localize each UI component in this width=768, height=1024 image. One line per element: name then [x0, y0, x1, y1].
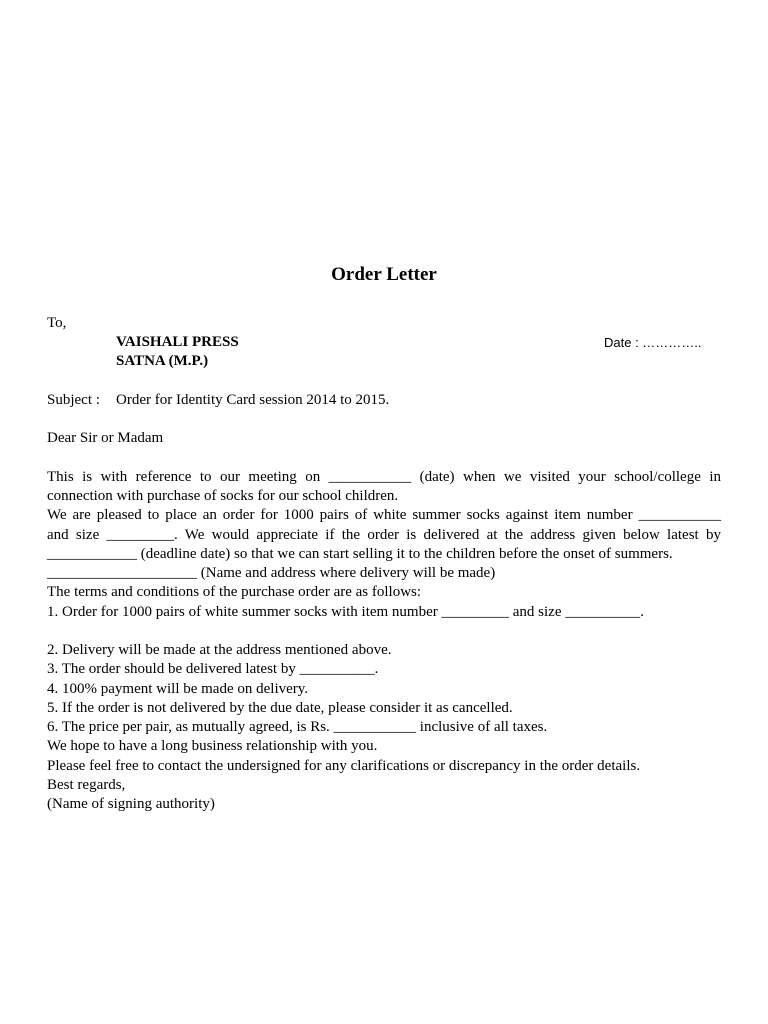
letter-title: Order Letter [331, 264, 437, 285]
paragraph-line: ____________________ (Name and address where delivery will be made) [47, 565, 496, 581]
term-item: 1. Order for 1000 pairs of white summer socks with item number _________ and size __________. [47, 604, 644, 620]
term-item: 6. The price per pair, as mutually agreed, is Rs. ___________ inclusive of all taxes. [47, 719, 548, 735]
paragraph-line: ____________ (deadline date) so that we can start selling it to the children before the onset of summers. [47, 546, 673, 562]
terms-intro: The terms and conditions of the purchase order are as follows: [47, 584, 422, 600]
subject-text: Order for Identity Card session 2014 to 2015. [116, 392, 390, 408]
closing-line: We hope to have a long business relationship with you. [47, 738, 378, 754]
subject-label: Subject : [47, 392, 100, 408]
date-label: Date : ………….. [604, 335, 702, 350]
recipient-city: SATNA (M.P.) [116, 353, 209, 369]
greeting: Dear Sir or Madam [47, 430, 164, 446]
term-item: 5. If the order is not delivered by the due date, please consider it as cancelled. [47, 700, 513, 716]
signature-placeholder: (Name of signing authority) [47, 796, 215, 812]
paragraph-line: We are pleased to place an order for 1000 pairs of white summer socks against item number ___________ [47, 507, 721, 523]
recipient-name: VAISHALI PRESS [116, 334, 239, 350]
paragraph-line: This is with reference to our meeting on ___________ (date) when we visited your school/college in [47, 469, 721, 485]
paragraph-line: and size _________. We would appreciate if the order is delivered at the address given below latest by [47, 527, 721, 543]
salutation-to: To, [47, 315, 67, 331]
paragraph-line: connection with purchase of socks for our school children. [47, 488, 399, 504]
term-item: 3. The order should be delivered latest by __________. [47, 661, 379, 677]
term-item: 2. Delivery will be made at the address mentioned above. [47, 642, 392, 658]
regards: Best regards, [47, 777, 126, 793]
term-item: 4. 100% payment will be made on delivery. [47, 681, 309, 697]
closing-line: Please feel free to contact the undersigned for any clarifications or discrepancy in the order details. [47, 758, 641, 774]
